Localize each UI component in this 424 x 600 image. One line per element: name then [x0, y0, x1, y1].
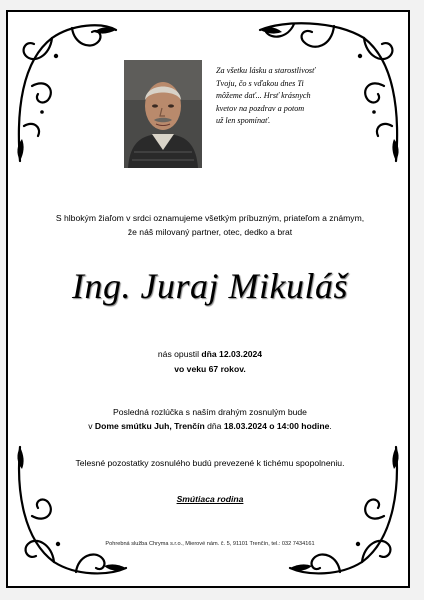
funeral-details [8, 405, 412, 433]
funeral-post: . [329, 421, 332, 431]
death-date-line [8, 347, 412, 362]
ornament-top-left [12, 16, 122, 166]
death-date: dňa 12.03.2024 [201, 349, 263, 359]
death-details [8, 347, 412, 377]
portrait-photo [124, 60, 202, 168]
funeral-place: Dome smútku Juh, Trenčín [94, 421, 205, 431]
memorial-verse: Za všetku lásku a starostlivosť Tvoju, čo s vďakou dnes Ti môžeme dať... Hrsť krásnych kvetov na pozdrav a potom už len spomínať. [216, 66, 316, 125]
mourners-signature: Smútiaca rodina [176, 494, 244, 504]
funeral-mid: dňa [204, 421, 224, 431]
cremation-note: Telesné pozostatky zosnulého budú prevezené k tichému spopolneniu. [75, 458, 345, 468]
funeral-pre: v [88, 421, 95, 431]
obituary-card [6, 10, 410, 588]
death-prefix: nás opustil [157, 349, 202, 359]
deceased-name: Ing. Juraj Mikuláš [72, 266, 348, 306]
funeral-line-2 [8, 419, 412, 433]
funeral-line-1: Posledná rozlúčka s naším drahým zosnulým bude [113, 407, 307, 417]
funeral-datetime: 18.03.2024 o 14:00 hodine [223, 421, 330, 431]
announcement-intro [8, 212, 412, 239]
intro-line-2: že náš milovaný partner, otec, dedko a brat [127, 226, 293, 237]
funeral-service-footer: Pohrebná služba Chryma s.r.o., Mierové nám. č. 5, 91101 Trenčín, tel.: 032 7434161 [105, 541, 315, 547]
death-age: vo veku 67 rokov. [174, 364, 246, 374]
intro-line-1: S hlbokým žiaľom v srdci oznamujeme všetkým príbuzným, priateľom a známym, [55, 213, 365, 223]
